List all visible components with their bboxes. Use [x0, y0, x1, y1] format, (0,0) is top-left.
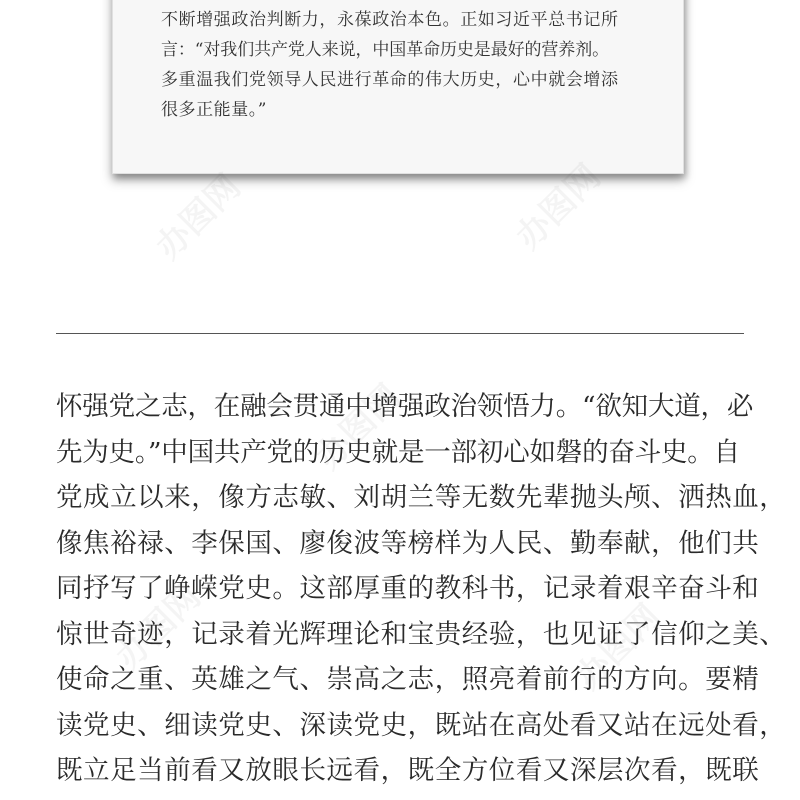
body-paragraph: [56, 384, 787, 794]
paragraph-line: 先为史。”中国共产党的历史就是一部初心如磐的奋斗史。自: [56, 436, 740, 468]
quote-card: [112, 0, 684, 174]
paragraph-line: 像焦裕禄、李保国、廖俊波等榜样为人民、勤奉献，他们共: [56, 527, 760, 559]
quote-line: 多重温我们党领导人民进行革命的伟大历史，心中就会增添: [161, 70, 619, 90]
quote-line: 很多正能量。”: [161, 100, 268, 120]
paragraph-line: 使命之重、英雄之气、崇高之志，照亮着前行的方向。要精: [56, 664, 760, 695]
paragraph-line: 党成立以来，像方志敏、刘胡兰等无数先辈抛头颅、洒热血，: [56, 482, 787, 513]
quote-line: 不断增强政治判断力，永葆政治本色。正如习近平总书记所: [161, 10, 619, 30]
paragraph-line: 同抒写了峥嵘党史。这部厚重的教科书，记录着艰辛奋斗和: [56, 573, 760, 604]
section-divider: [56, 333, 744, 334]
paragraph-line: 读党史、细读党史、深读党史，既站在高处看又站在远处看，: [56, 709, 787, 741]
paragraph-line: 既立足当前看又放眼长远看，既全方位看又深层次看，既联: [56, 755, 760, 786]
paragraph-line: 怀强党之志，在融会贯通中增强政治领悟力。“欲知大道，必: [56, 391, 754, 422]
watermark: [143, 161, 250, 268]
quote-text: [161, 5, 661, 125]
paragraph-line: 惊世奇迹，记录着光辉理论和宝贵经验，也见证了信仰之美、: [56, 618, 787, 650]
quote-line: 言：“对我们共产党人来说，中国革命历史是最好的营养剂。: [161, 40, 609, 60]
